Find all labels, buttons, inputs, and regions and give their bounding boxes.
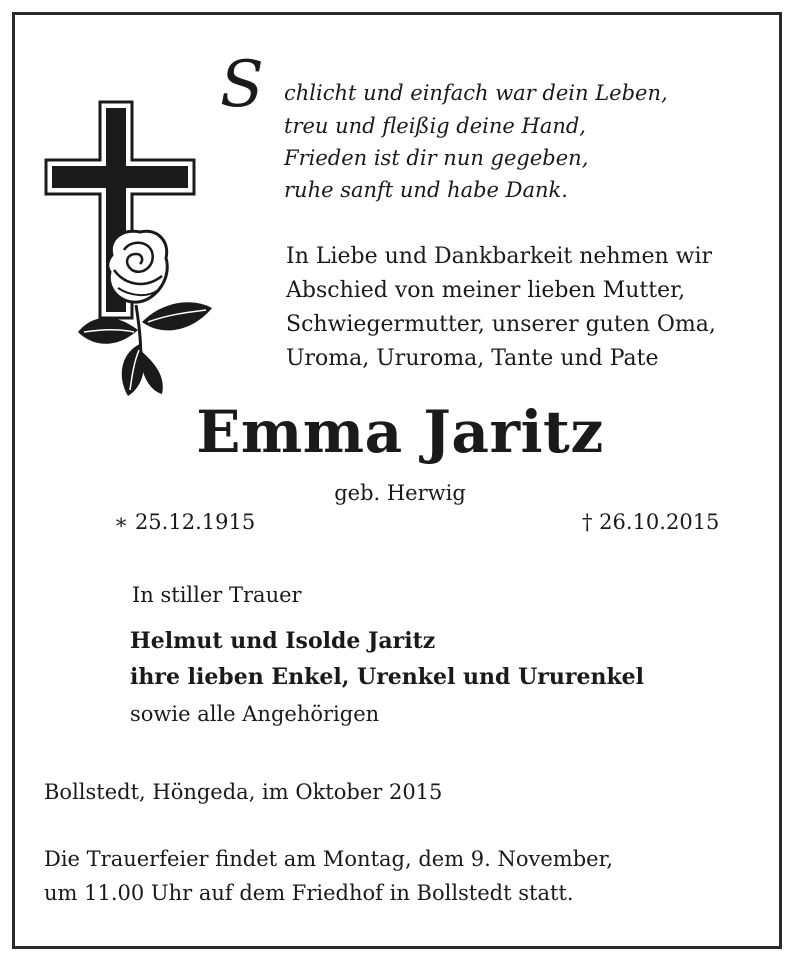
place-and-date: Bollstedt, Höngeda, im Oktober 2015 xyxy=(44,780,443,804)
mourning-heading: In stiller Trauer xyxy=(132,583,302,607)
rose-icon xyxy=(78,231,212,396)
service-line-1: Die Trauerfeier findet am Montag, dem 9. November, xyxy=(44,847,613,871)
poem-dropcap: S xyxy=(220,48,262,122)
poem-line-1 xyxy=(220,48,668,122)
farewell-line-2: Abschied von meiner lieben Mutter, xyxy=(286,278,686,303)
poem-line-2: treu und fleißig deine Hand, xyxy=(284,114,586,138)
farewell-text xyxy=(286,240,716,376)
farewell-line-1: In Liebe und Dankbarkeit nehmen wir xyxy=(286,244,713,269)
poem xyxy=(220,48,668,206)
cross-rose-emblem xyxy=(44,100,219,400)
poem-line-3: Frieden ist dir nun gegeben, xyxy=(284,146,589,170)
death-date: † 26.10.2015 xyxy=(582,510,720,534)
poem-line-1-text: chlicht und einfach war dein Leben, xyxy=(284,81,668,105)
deceased-name: Emma Jaritz xyxy=(196,398,604,466)
maiden-name: geb. Herwig xyxy=(334,481,466,505)
farewell-line-4: Uroma, Ururoma, Tante und Pate xyxy=(286,346,659,371)
service-line-2: um 11.00 Uhr auf dem Friedhof in Bollstedt statt. xyxy=(44,881,574,905)
funeral-service-info xyxy=(44,842,613,910)
birth-date: ∗ 25.12.1915 xyxy=(114,510,256,534)
mourner-family-1: Helmut und Isolde Jaritz xyxy=(130,628,436,654)
mourner-others: sowie alle Angehörigen xyxy=(130,702,380,726)
poem-line-4: ruhe sanft und habe Dank. xyxy=(284,178,568,202)
farewell-line-3: Schwiegermutter, unserer guten Oma, xyxy=(286,312,716,337)
mourner-family-2: ihre lieben Enkel, Urenkel und Ururenkel xyxy=(130,664,645,690)
